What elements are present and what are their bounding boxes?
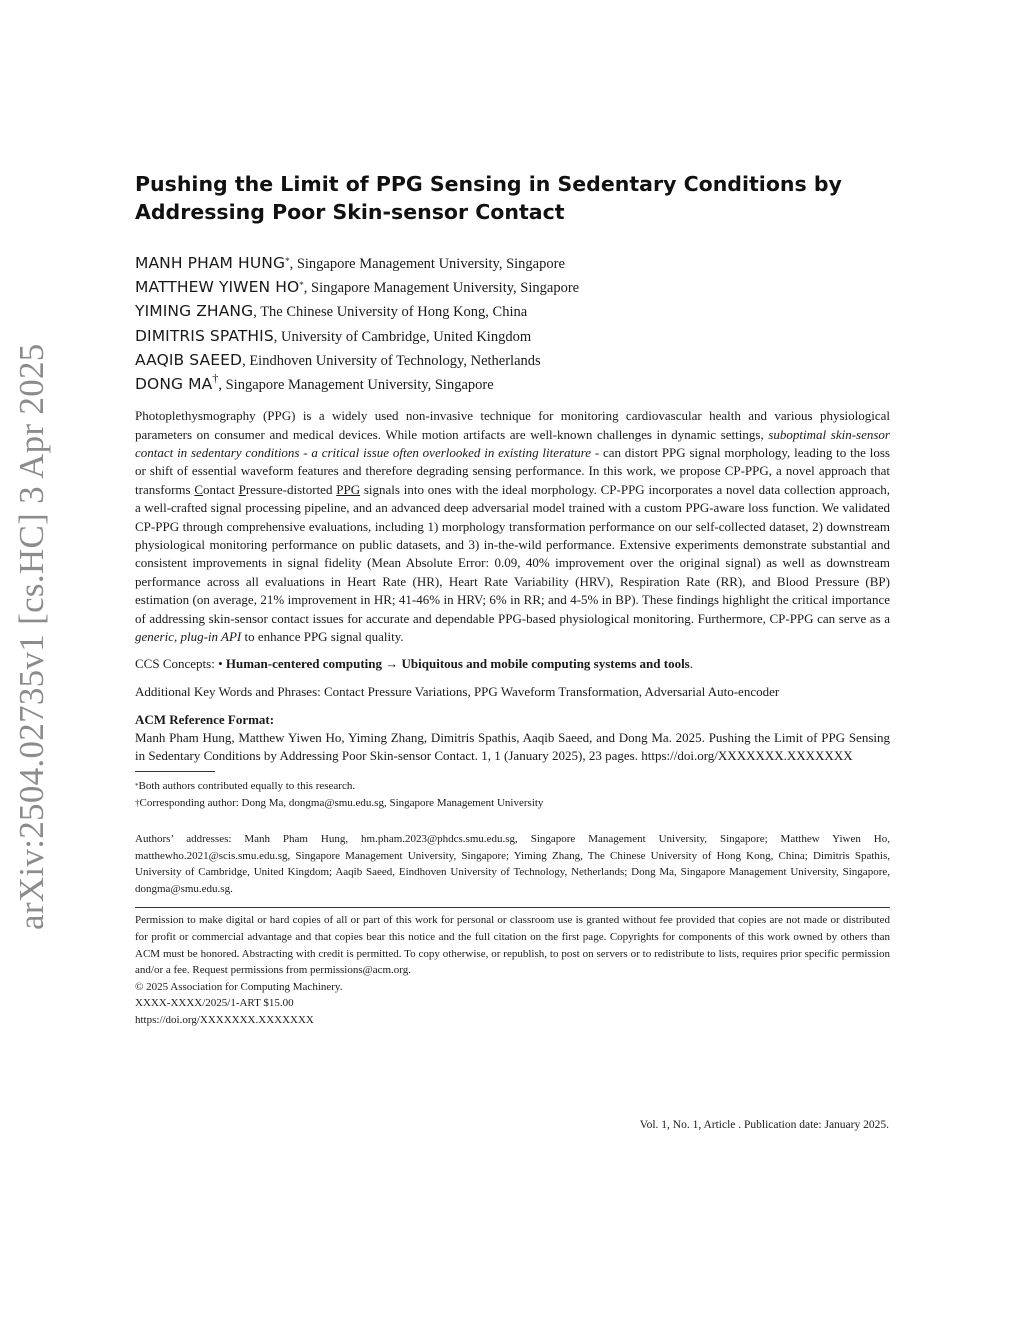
permission-notice: Permission to make digital or hard copies of all or part of this work for personal or classroom use is granted without fee provided that copies are not made or distributed for profit or commercial advantage and that copies bear this notice and the full citation on the first page. Copyrights for components of this work owned by others than ACM must be honored. Abstracting with credit is permitted. To copy otherwise, or republish, to post on servers or to redistribute to lists, requires prior specific permission and/or a fee. Request permissions from permissions@acm.org. (135, 914, 890, 977)
author-affiliation: , The Chinese University of Hong Kong, China (253, 304, 528, 321)
abstract-text: ressure-distorted (245, 481, 337, 497)
ccs-concepts (135, 655, 890, 673)
page-footer: Vol. 1, No. 1, Article . Publication date: January 2025. (639, 1119, 889, 1131)
author-entry (135, 300, 890, 324)
ccs-label: CCS Concepts: (135, 655, 219, 671)
ccs-concept: Human-centered computing (225, 655, 383, 671)
abstract-text: - can distort PPG signal morphology, leading to the loss or shift of essential waveform features and therefore degrading sensing performance. In this work, we propose CP-PPG, a novel approach that transforms (135, 445, 890, 497)
author-entry (135, 252, 890, 276)
abstract-underline: P (238, 481, 246, 497)
paper-first-page (135, 170, 890, 1028)
footnote (135, 795, 890, 812)
ccs-bullet: • (218, 655, 226, 671)
footnote-mark: * (135, 782, 139, 791)
abstract-emphasis: suboptimal skin-sensor contact in sedentary conditions - a critical issue often overlooked in existing literature (135, 426, 890, 461)
author-entry (135, 349, 890, 373)
ccs-concept: Ubiquitous and mobile computing systems and tools (401, 655, 690, 671)
author-affiliation: , Singapore Management University, Singapore (289, 256, 565, 272)
author-name: YIMING ZHANG (135, 302, 254, 321)
isbn-line: XXXX-XXXX/2025/1-ART $15.00 (135, 997, 294, 1010)
ccs-arrow: → (382, 655, 402, 671)
author-list (135, 252, 890, 397)
title-line-1: Pushing the Limit of PPG Sensing in Sedentary Conditions by (135, 172, 842, 196)
footnote-rule (135, 771, 215, 772)
permission-rule (135, 907, 890, 908)
author-affiliation: , Singapore Management University, Singapore (218, 377, 494, 394)
acm-reference-text: Manh Pham Hung, Matthew Yiwen Ho, Yiming Zhang, Dimitris Spathis, Aaqib Saeed, and Dong Ma. 2025. Pushing the Limit of PPG Sensing in Sedentary Conditions by Addressing Poor Skin-sensor Contact. 1, 1 (January 2025), 23 pages. https://doi.org/XXXXXXX.XXXXXXX (135, 729, 890, 764)
author-name: DONG MA (135, 375, 213, 394)
author-affiliation: , Singapore Management University, Singapore (303, 280, 580, 297)
footnote-text: Corresponding author: Dong Ma, dongma@smu.edu.sg, Singapore Management University (139, 796, 544, 809)
author-mark: * (299, 280, 304, 291)
arxiv-identifier-stamp: arXiv:2504.02735v1 [cs.HC] 3 Apr 2025 (12, 343, 51, 930)
paper-title (135, 170, 890, 226)
authors-addresses: Authors’ addresses: Manh Pham Hung, hm.pham.2023@phdcs.smu.edu.sg, Singapore Management University, Singapore; Matthew Yiwen Ho, matthewho.2021@scis.smu.edu.sg, Singapore Management University, Singapore; Yiming Zhang, The Chinese University of Hong Kong, China; Dimitris Spathis, University of Cambridge, United Kingdom; Aaqib Saeed, Eindhoven University of Technology, Netherlands; Dong Ma, Singapore Management University, Singapore, dongma@smu.edu.sg. (135, 833, 890, 895)
author-name: MANH PHAM HUNG (135, 254, 286, 272)
author-affiliation: , University of Cambridge, United Kingdom (273, 328, 532, 345)
acm-reference-format (135, 711, 890, 766)
abstract-text: Photoplethysmography (PPG) is a widely used non-invasive technique for monitoring cardiovascular health and various physiological parameters on consumer and medical devices. While motion artifacts are well-known challenges in dynamic settings, (135, 408, 890, 442)
keywords: Additional Key Words and Phrases: Contact Pressure Variations, PPG Waveform Transformation, Adversarial Auto-encoder (135, 683, 780, 699)
footnotes (135, 778, 890, 811)
abstract-underline: PPG (336, 481, 361, 497)
abstract-underline: C (194, 481, 204, 497)
author-mark: * (285, 256, 290, 266)
author-name: DIMITRIS SPATHIS (135, 326, 274, 345)
abstract-text: signals into ones with the ideal morphology. CP-PPG incorporates a novel data collection approach, a well-crafted signal processing pipeline, and an advanced deep adversarial model trained with a custom PPG-aware loss function. We validated CP-PPG through comprehensive evaluations, including 1) morphology transformation performance on our self-collected dataset, 2) downstream physiological monitoring performance on public datasets, and 3) in-the-wild performance. Extensive experiments demonstrate substantial and consistent improvements in signal fidelity (Mean Absolute Error: 0.09, 40% improvement over the original signal) as well as downstream performance across all evaluations in Heart Rate (HR), Heart Rate Variability (HRV), Respiration Rate (RR), and Blood Pressure (BP) estimation (on average, 21% improvement in HR; 41-46% in HRV; 6% in RR; and 4-5% in BP). These findings highlight the critical importance of addressing skin-sensor contact issues for accurate and dependable PPG-based physiological monitoring. Furthermore, CP-PPG can serve as a (135, 481, 890, 626)
author-name: MATTHEW YIWEN HO (135, 278, 300, 297)
ccs-end: . (689, 655, 693, 671)
acm-reference-heading: ACM Reference Format: (135, 711, 275, 727)
author-name: AAQIB SAEED (135, 350, 243, 369)
title-line-2: Addressing Poor Skin-sensor Contact (135, 200, 565, 224)
doi-link[interactable]: https://doi.org/XXXXXXX.XXXXXXX (135, 1013, 314, 1026)
footnote-text: Both authors contributed equally to this research. (138, 780, 356, 793)
author-entry (135, 276, 890, 300)
footnote (135, 778, 890, 795)
footnote-mark: † (135, 797, 140, 808)
abstract-text: ontact (203, 481, 239, 497)
author-entry (135, 325, 890, 349)
abstract-text: to enhance PPG signal quality. (241, 629, 404, 645)
author-affiliation: , Eindhoven University of Technology, Netherlands (242, 352, 541, 369)
abstract (135, 407, 890, 646)
copyright-line: © 2025 Association for Computing Machinery. (135, 980, 343, 993)
author-mark: † (212, 371, 219, 386)
abstract-emphasis: generic, plug-in API (135, 629, 242, 645)
author-entry (135, 373, 890, 397)
